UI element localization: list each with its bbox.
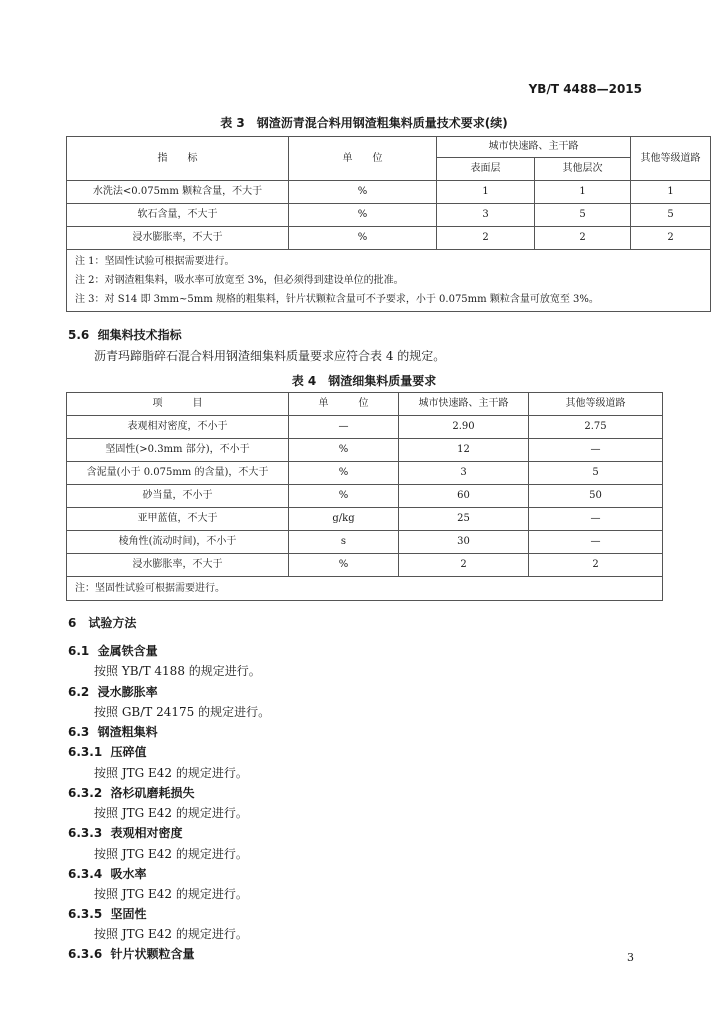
table-cell: 含泥量(小于 0.075mm 的含量)，不大于 (67, 462, 289, 485)
page-number: 3 (627, 951, 634, 964)
table-cell: 浸水膨胀率，不大于 (67, 227, 289, 250)
table-cell: 坚固性(>0.3mm 部分)，不小于 (67, 439, 289, 462)
table3-header-unit: 单 位 (289, 137, 437, 181)
table3-header-group: 城市快速路、主干路 (437, 137, 631, 158)
table-cell: 25 (399, 508, 529, 531)
table3-note-1: 注 1：坚固性试验可根据需要进行。 (75, 256, 235, 267)
clause-number: 6.3.4 (68, 867, 103, 881)
table4-note: 注：坚固性试验可根据需要进行。 (67, 577, 663, 601)
table3-notes (67, 250, 711, 312)
table-row (67, 204, 711, 227)
table-cell: — (529, 531, 663, 554)
table-cell: 软石含量，不大于 (67, 204, 289, 227)
table3-header-other-layers: 其他层次 (535, 158, 631, 181)
table-cell: s (289, 531, 399, 554)
clause-6-3-1-text: 按照 JTG E42 的规定进行。 (94, 766, 248, 780)
table-cell: — (529, 508, 663, 531)
table-row (67, 531, 663, 554)
table-row (67, 485, 663, 508)
table-cell: 2.75 (529, 416, 663, 439)
clause-title: 洛杉矶磨耗损失 (110, 786, 195, 800)
table-cell: % (289, 204, 437, 227)
clause-title: 压碎值 (110, 745, 147, 759)
table-cell: 2 (399, 554, 529, 577)
clause-number: 6.3.6 (68, 947, 103, 961)
clause-number: 6.3.1 (68, 745, 103, 759)
table3-header-other-roads: 其他等级道路 (631, 137, 711, 181)
table3-caption: 表 3 钢渣沥青混合料用钢渣粗集料质量技术要求(续) (220, 116, 508, 130)
table4-header-unit: 单 位 (289, 393, 399, 416)
clause-6-3-4-text: 按照 JTG E42 的规定进行。 (94, 887, 248, 901)
clause-6-3-2-heading (68, 784, 195, 801)
clause-number: 6.3 (68, 725, 90, 739)
table-cell: 浸水膨胀率，不大于 (67, 554, 289, 577)
table4-header-main: 城市快速路、主干路 (399, 393, 529, 416)
table-cell: 1 (631, 181, 711, 204)
table4-header-item: 项 目 (67, 393, 289, 416)
clause-number: 6.3.5 (68, 907, 103, 921)
clause-6-3-5-text: 按照 JTG E42 的规定进行。 (94, 927, 248, 941)
table-cell: 5 (529, 462, 663, 485)
table-cell: % (289, 181, 437, 204)
clause-6-2-heading (68, 683, 158, 700)
table-cell: — (529, 439, 663, 462)
table-cell: % (289, 462, 399, 485)
table4 (66, 392, 663, 601)
clause-6-3-4-heading (68, 865, 147, 882)
table3-note-2: 注 2：对钢渣粗集料，吸水率可放宽至 3%，但必须得到建设单位的批准。 (75, 275, 404, 286)
table-cell: 12 (399, 439, 529, 462)
table-cell: 30 (399, 531, 529, 554)
clause-6-3-5-heading (68, 905, 147, 922)
table4-caption: 表 4 钢渣细集料质量要求 (291, 374, 437, 388)
table-cell: 3 (399, 462, 529, 485)
table-cell: 2 (631, 227, 711, 250)
table3-note-3: 注 3：对 S14 即 3mm~5mm 规格的粗集料，针片状颗粒含量可不予要求，小于 0.075mm 颗粒含量可放宽至 3%。 (75, 294, 599, 305)
table3 (66, 136, 711, 312)
table-cell: 1 (535, 181, 631, 204)
clause-number: 6.1 (68, 644, 90, 658)
table-row (67, 508, 663, 531)
table-cell: 亚甲蓝值，不大于 (67, 508, 289, 531)
clause-6-3-3-text: 按照 JTG E42 的规定进行。 (94, 847, 248, 861)
table-row (67, 416, 663, 439)
table-cell: % (289, 485, 399, 508)
table-cell: 5 (631, 204, 711, 227)
section-5-6-text: 沥青玛蹄脂碎石混合料用钢渣细集料质量要求应符合表 4 的规定。 (94, 349, 446, 363)
table-cell: 2 (437, 227, 535, 250)
table-cell: 表观相对密度，不小于 (67, 416, 289, 439)
section-6-heading: 6 试验方法 (68, 616, 137, 630)
table-cell: 60 (399, 485, 529, 508)
table-cell: 2 (529, 554, 663, 577)
clause-6-1-text: 按照 YB/T 4188 的规定进行。 (94, 664, 261, 678)
clause-title: 金属铁含量 (97, 644, 158, 658)
clause-6-1-heading (68, 642, 158, 659)
clause-6-2-text: 按照 GB/T 24175 的规定进行。 (94, 705, 271, 719)
table-cell: 砂当量，不小于 (67, 485, 289, 508)
section-title: 细集料技术指标 (97, 328, 182, 342)
clause-title: 浸水膨胀率 (97, 685, 158, 699)
table-cell: g/kg (289, 508, 399, 531)
clause-6-3-6-heading (68, 945, 195, 962)
table-cell: 3 (437, 204, 535, 227)
table-cell: 5 (535, 204, 631, 227)
table4-header-other: 其他等级道路 (529, 393, 663, 416)
clause-number: 6.3.2 (68, 786, 103, 800)
clause-title: 针片状颗粒含量 (110, 947, 195, 961)
section-number: 5.6 (68, 328, 90, 342)
table-cell: % (289, 439, 399, 462)
clause-6-3-heading (68, 723, 158, 740)
clause-title: 钢渣粗集料 (97, 725, 158, 739)
table-cell: 水洗法<0.075mm 颗粒含量，不大于 (67, 181, 289, 204)
standard-number: YB/T 4488—2015 (528, 82, 642, 96)
table-cell: % (289, 554, 399, 577)
table-cell: — (289, 416, 399, 439)
table-cell: 50 (529, 485, 663, 508)
table-cell: 1 (437, 181, 535, 204)
section-5-6-heading (68, 326, 182, 343)
clause-number: 6.3.3 (68, 826, 103, 840)
clause-title: 坚固性 (110, 907, 147, 921)
table-row (67, 439, 663, 462)
table-cell: 2.90 (399, 416, 529, 439)
clause-title: 表观相对密度 (110, 826, 183, 840)
table3-header-surface: 表面层 (437, 158, 535, 181)
clause-6-3-1-heading (68, 743, 147, 760)
table-cell: % (289, 227, 437, 250)
table-cell: 2 (535, 227, 631, 250)
table-row (67, 181, 711, 204)
table-cell: 棱角性(流动时间)，不小于 (67, 531, 289, 554)
clause-number: 6.2 (68, 685, 90, 699)
table-row (67, 554, 663, 577)
clause-title: 吸水率 (110, 867, 147, 881)
table-row (67, 462, 663, 485)
table3-header-item: 指 标 (67, 137, 289, 181)
clause-6-3-3-heading (68, 824, 183, 841)
clause-6-3-2-text: 按照 JTG E42 的规定进行。 (94, 806, 248, 820)
table-row (67, 227, 711, 250)
